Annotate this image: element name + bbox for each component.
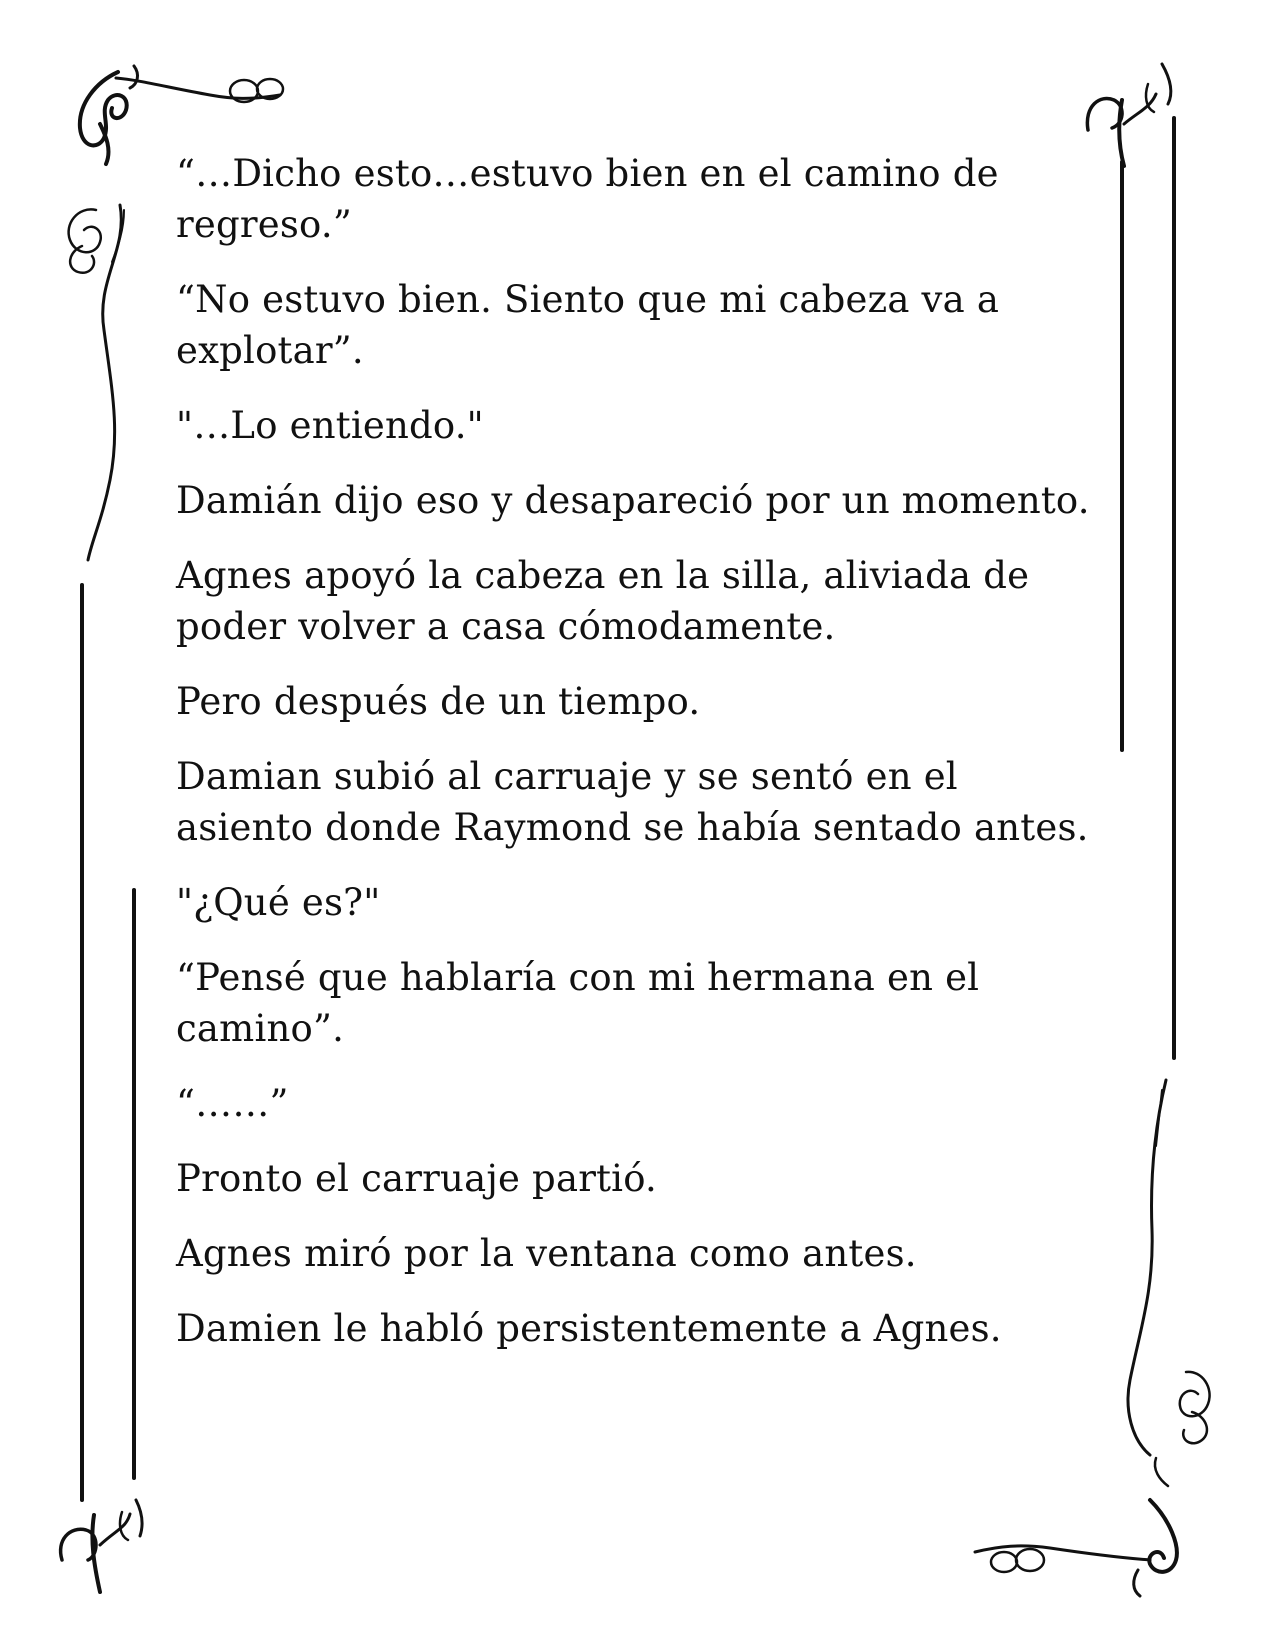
paragraph-2: “No estuvo bien. Siento que mi cabeza va a explotar”. <box>176 278 1012 372</box>
paragraph-3: "…Lo entiendo." <box>176 404 484 447</box>
paragraph-1: “…Dicho esto…estuvo bien en el camino de regreso.” <box>176 152 1011 246</box>
paragraph-5: Agnes apoyó la cabeza en la silla, aliviada de poder volver a casa cómodamente. <box>176 554 1042 648</box>
paragraph-12: Agnes miró por la ventana como antes. <box>176 1232 917 1275</box>
paragraph-6: Pero después de un tiempo. <box>176 680 701 723</box>
paragraph-13: Damien le habló persistentemente a Agnes. <box>176 1307 1002 1350</box>
flourish-bottom-left <box>61 1500 142 1592</box>
paragraph-11: Pronto el carruaje partió. <box>176 1157 657 1200</box>
paragraph-10: “……” <box>176 1082 289 1125</box>
paragraph-9: “Pensé que hablaría con mi hermana en el camino”. <box>176 956 992 1050</box>
story-text <box>176 148 1106 1378</box>
paragraph-4: Damián dijo eso y desapareció por un momento. <box>176 479 1090 522</box>
paragraph-7: Damian subió al carruaje y se sentó en el asiento donde Raymond se había sentado antes. <box>176 755 1089 849</box>
paragraph-8: "¿Qué es?" <box>176 881 381 924</box>
